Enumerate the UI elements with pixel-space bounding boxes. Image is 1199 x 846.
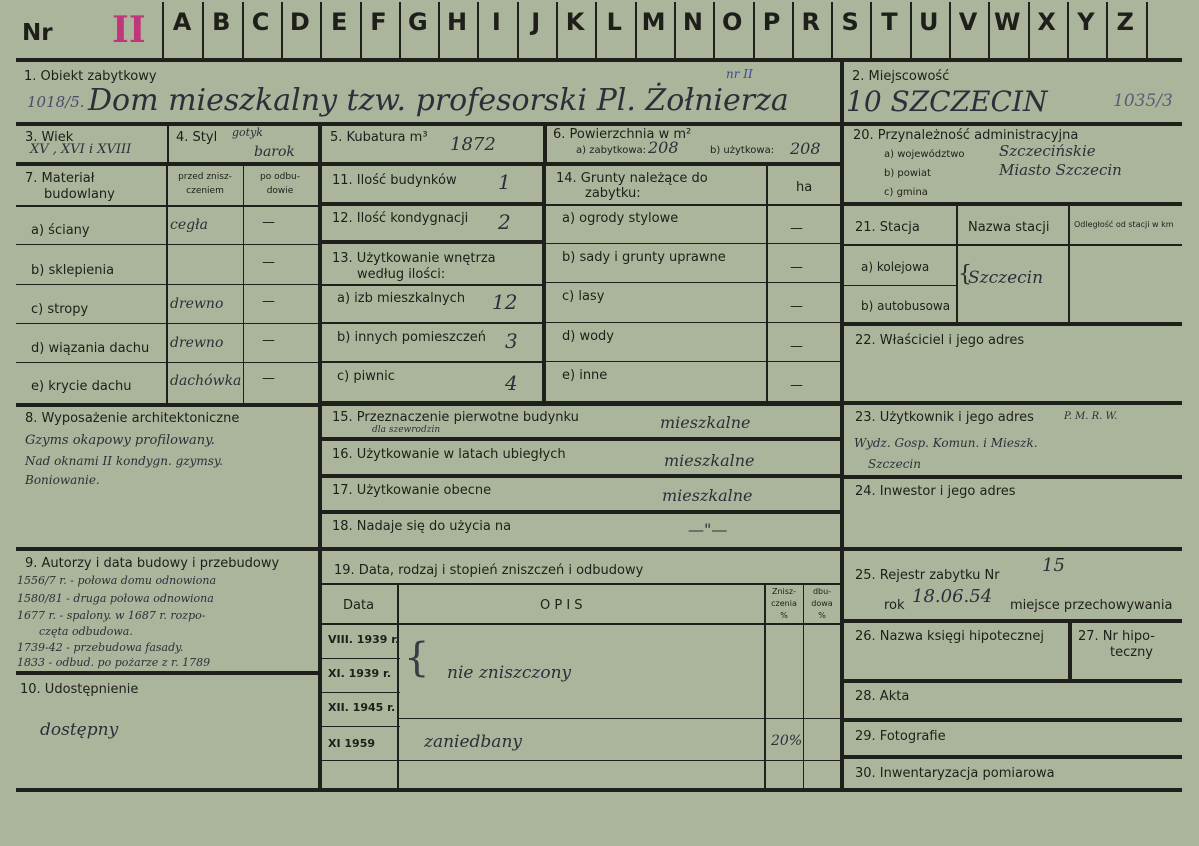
- f25-rok: rok: [884, 598, 905, 613]
- f25-date: 18.06.54: [912, 586, 993, 607]
- letter-i: I: [491, 8, 501, 36]
- letter-c: C: [251, 8, 270, 36]
- divider: [320, 547, 842, 551]
- f6-sub-b: b) użytkowa:: [710, 145, 775, 156]
- f23-label: 23. Użytkownik i jego adres: [855, 410, 1034, 425]
- f1-number: 1018/5.: [27, 93, 85, 111]
- f2-number: 1035/3: [1113, 91, 1173, 111]
- f19-col-od1: dbu-: [812, 587, 832, 596]
- f19-col-zn2: czenia: [771, 599, 797, 608]
- nr-value: II: [112, 9, 146, 51]
- divider: [844, 202, 1182, 206]
- f7-row-before: drewno: [170, 335, 224, 351]
- f18-label: 18. Nadaje się do użycia na: [332, 519, 512, 534]
- letter-n: N: [682, 8, 703, 36]
- f23-line-3: Szczecin: [868, 457, 921, 471]
- f22-label: 22. Właściciel i jego adres: [855, 333, 1025, 348]
- f30-label: 30. Inwentaryzacja pomiarowa: [855, 766, 1055, 781]
- f1-value: Dom mieszkalny tzw. profesorski Pl. Żołnierza: [88, 83, 789, 118]
- f7-row-before: drewno: [170, 296, 224, 312]
- f5-value: 1872: [450, 134, 496, 155]
- f21-col-dist: Odległość od stacji w km: [1074, 220, 1174, 229]
- divider: [320, 284, 542, 286]
- divider: [1068, 623, 1072, 681]
- f26-label: 26. Nazwa księgi hipotecznej: [855, 629, 1044, 644]
- f19-col-desc: O P I S: [540, 598, 583, 613]
- f27-label-2: teczny: [1110, 645, 1153, 660]
- f11-label: 11. Ilość budynków: [332, 173, 457, 188]
- f7-row-before: dachówka: [170, 373, 242, 389]
- letter-s: S: [841, 8, 859, 36]
- divider: [16, 362, 318, 363]
- divider: [162, 2, 164, 58]
- f13-a-value: 12: [492, 290, 518, 314]
- f8-line-3: Boniowanie.: [25, 473, 100, 487]
- f21-col-name: Nazwa stacji: [968, 220, 1050, 235]
- letter-v: V: [958, 8, 978, 36]
- f3-label: 3. Wiek: [25, 130, 74, 145]
- f20-label: 20. Przynależność administracyjna: [853, 128, 1079, 143]
- f14-row-value: —: [790, 339, 803, 354]
- divider: [16, 284, 318, 285]
- f7-row-label: c) stropy: [31, 302, 89, 317]
- divider: [320, 322, 542, 324]
- f7-row-after: —: [262, 294, 275, 309]
- letter-o: O: [721, 8, 743, 36]
- divider: [844, 619, 1182, 623]
- f7-row-after: —: [262, 215, 275, 230]
- f7-row-after: —: [262, 371, 275, 386]
- f19-label: 19. Data, rodzaj i stopień zniszczeń i odbudowy: [334, 563, 644, 578]
- f13-c-value: 4: [505, 371, 518, 395]
- f14-row-value: —: [790, 299, 803, 314]
- divider: [844, 475, 1182, 479]
- divider: [844, 285, 958, 286]
- f14-row-label: c) lasy: [562, 289, 605, 304]
- divider: [844, 679, 1182, 683]
- f7-row-after: —: [262, 255, 275, 270]
- divider: [243, 166, 244, 404]
- divider: [1068, 206, 1070, 324]
- divider: [320, 658, 400, 659]
- divider: [320, 510, 842, 514]
- divider: [320, 437, 842, 441]
- letter-k: K: [565, 8, 585, 36]
- f6-label: 6. Powierzchnia w m²: [553, 127, 692, 142]
- divider: [844, 718, 1182, 722]
- f19-desc-last: zaniedbany: [424, 732, 522, 752]
- f5-label: 5. Kubatura m³: [330, 130, 428, 145]
- divider: [16, 162, 842, 166]
- divider: [320, 760, 842, 761]
- f23-line-2: Wydz. Gosp. Komun. i Mieszk.: [854, 436, 1038, 450]
- f1-label: 1. Obiekt zabytkowy: [24, 69, 157, 84]
- f20-c-label: c) gmina: [884, 187, 928, 198]
- nr-label: Nr: [22, 20, 53, 46]
- f7-row-label: b) sklepienia: [31, 263, 115, 278]
- letter-p: P: [762, 8, 781, 36]
- f29-label: 29. Fotografie: [855, 729, 946, 744]
- f7-col2b: dowie: [266, 186, 294, 196]
- letter-m: M: [641, 8, 666, 36]
- f11-value: 1: [498, 170, 511, 194]
- f19-zn-last: 20%: [771, 733, 803, 749]
- f7-row-after: —: [262, 333, 275, 348]
- divider: [546, 282, 840, 283]
- f12-label: 12. Ilość kondygnacji: [332, 211, 469, 226]
- divider: [844, 244, 1182, 246]
- f28-label: 28. Akta: [855, 689, 910, 704]
- letter-d: D: [289, 8, 310, 36]
- divider: [844, 788, 1182, 792]
- f19-col-od3: %: [818, 611, 826, 620]
- f23-line-1: P. M. R. W.: [1064, 411, 1118, 422]
- f6-val-b: 208: [790, 139, 821, 158]
- letter-z: Z: [1116, 8, 1134, 36]
- f7-col2a: po odbu-: [260, 172, 300, 182]
- f20-b-value: Miasto Szczecin: [999, 161, 1122, 179]
- f13-label-1: 13. Użytkowanie wnętrza: [332, 251, 496, 266]
- f21-brace: {: [958, 262, 972, 287]
- f7-row-label: d) wiązania dachu: [31, 341, 150, 356]
- f9-line-2: 1580/81 - druga połowa odnowiona: [17, 592, 214, 605]
- divider: [320, 202, 542, 206]
- divider: [16, 244, 318, 245]
- letter-u: U: [918, 8, 939, 36]
- divider: [16, 788, 844, 792]
- f1-note: nr II: [726, 67, 753, 81]
- f21-b: b) autobusowa: [861, 299, 951, 313]
- f27-label-1: 27. Nr hipo-: [1078, 629, 1155, 644]
- f2-label: 2. Miejscowość: [852, 69, 950, 84]
- divider: [16, 122, 1182, 126]
- f19-col-zn3: %: [780, 611, 788, 620]
- f15-label: 15. Przeznaczenie pierwotne budynku: [332, 410, 579, 425]
- f13-b-label: b) innych pomieszczeń: [337, 330, 487, 345]
- divider: [844, 755, 1182, 759]
- f7-label-1: 7. Materiał: [25, 171, 95, 186]
- divider: [16, 403, 320, 407]
- f19-col-zn1: Znisz-: [771, 587, 797, 596]
- letter-b: B: [212, 8, 231, 36]
- f20-a-value: Szczecińskie: [999, 142, 1096, 160]
- divider: [844, 322, 1182, 326]
- f19-col-date: Data: [343, 598, 375, 613]
- f25-number: 15: [1042, 555, 1065, 576]
- f21-value: Szczecin: [968, 268, 1044, 288]
- f9-line-5: 1739-42 - przebudowa fasady.: [17, 641, 184, 654]
- f19-desc-main: nie zniszczony: [447, 663, 572, 683]
- divider: [320, 361, 542, 363]
- f13-c-label: c) piwnic: [337, 369, 395, 384]
- f14-row-value: —: [790, 221, 803, 236]
- f13-a-label: a) izb mieszkalnych: [337, 291, 466, 306]
- letter-g: G: [407, 8, 428, 36]
- f14-label-1: 14. Grunty należące do: [556, 171, 708, 186]
- f19-col-od2: dowa: [811, 599, 833, 608]
- f14-label-2: zabytku:: [585, 186, 641, 201]
- f7-col1a: przed znisz-: [178, 172, 232, 182]
- letter-j: J: [531, 8, 541, 36]
- divider: [546, 243, 840, 244]
- f3-value: XV , XVI i XVIII: [30, 142, 132, 157]
- f14-row-value: —: [790, 260, 803, 275]
- letter-y: Y: [1077, 8, 1095, 36]
- letter-r: R: [801, 8, 821, 36]
- f2-value: 10 SZCZECIN: [846, 85, 1048, 118]
- letter-a: A: [172, 8, 192, 36]
- letter-e: E: [330, 8, 348, 36]
- f15-note: dla szewrodzin: [372, 425, 441, 435]
- letter-t: T: [881, 8, 898, 36]
- divider: [766, 166, 768, 403]
- divider: [320, 240, 542, 244]
- f14-row-label: b) sady i grunty uprawne: [562, 250, 726, 265]
- f13-label-2: według ilości:: [357, 267, 446, 282]
- f18-value: —"—: [688, 520, 728, 539]
- f8-line-2: Nad oknami II kondygn. gzymsy.: [25, 454, 223, 468]
- f21-label: 21. Stacja: [855, 220, 920, 235]
- f16-value: mieszkalne: [664, 451, 755, 470]
- f13-b-value: 3: [505, 329, 518, 353]
- letter-w: W: [994, 8, 1021, 36]
- letter-f: F: [370, 8, 387, 36]
- f24-label: 24. Inwestor i jego adres: [855, 484, 1016, 499]
- f7-col1b: czeniem: [186, 186, 224, 196]
- f12-value: 2: [498, 210, 511, 234]
- divider: [320, 692, 400, 693]
- letter-h: H: [447, 8, 468, 36]
- f7-row-before: cegła: [170, 217, 208, 233]
- f14-unit: ha: [796, 180, 813, 195]
- divider: [1146, 2, 1148, 58]
- f25-place: miejsce przechowywania: [1010, 598, 1173, 613]
- divider: [320, 726, 400, 727]
- f8-line-1: Gzyms okapowy profilowany.: [25, 433, 215, 448]
- f25-label: 25. Rejestr zabytku Nr: [855, 568, 1000, 583]
- divider: [16, 58, 1182, 62]
- letter-l: L: [606, 8, 622, 36]
- f9-line-3: 1677 r. - spalony. w 1687 r. rozpo-: [17, 609, 206, 622]
- divider: [398, 718, 842, 719]
- divider: [167, 126, 169, 163]
- divider: [543, 126, 547, 162]
- f21-a: a) kolejowa: [861, 260, 930, 274]
- f8-label: 8. Wyposażenie architektoniczne: [25, 411, 240, 426]
- f7-label-2: budowlany: [44, 187, 115, 202]
- f9-line-4: częta odbudowa.: [39, 625, 133, 638]
- f7-row-label: e) krycie dachu: [31, 379, 132, 394]
- f17-label: 17. Użytkowanie obecne: [332, 483, 492, 498]
- f19-row-date: XI 1959: [328, 737, 376, 750]
- divider: [844, 401, 1182, 405]
- f15-value: mieszkalne: [660, 413, 751, 432]
- divider: [320, 401, 842, 406]
- divider: [844, 547, 1182, 551]
- f4-label: 4. Styl: [176, 130, 218, 145]
- divider: [16, 547, 320, 551]
- divider: [16, 671, 320, 675]
- f19-brace: {: [404, 635, 430, 681]
- divider: [546, 361, 840, 362]
- f4-value2: barok: [254, 144, 295, 160]
- f14-row-value: —: [790, 378, 803, 393]
- f14-row-label: d) wody: [562, 329, 614, 344]
- f6-sub-a: a) zabytkowa:: [576, 145, 646, 156]
- f20-a-label: a) województwo: [884, 149, 965, 160]
- f19-row-date: VIII. 1939 r.: [328, 633, 400, 646]
- divider: [16, 323, 318, 324]
- f9-line-6: 1833 - odbud. po pożarze z r. 1789: [17, 656, 211, 669]
- f10-label: 10. Udostępnienie: [20, 682, 139, 697]
- divider: [320, 474, 842, 478]
- letter-x: X: [1037, 8, 1056, 36]
- f17-value: mieszkalne: [662, 486, 753, 505]
- divider: [166, 166, 168, 404]
- f9-line-1: 1556/7 r. - połowa domu odnowiona: [17, 574, 217, 587]
- divider: [546, 322, 840, 323]
- f10-value: dostępny: [40, 720, 119, 740]
- f6-val-a: 208: [648, 138, 679, 157]
- f19-row-date: XI. 1939 r.: [328, 667, 392, 680]
- f14-row-label: a) ogrody stylowe: [562, 211, 679, 226]
- divider: [546, 204, 840, 206]
- f4-value1: gotyk: [232, 126, 263, 139]
- f20-b-label: b) powiat: [884, 168, 931, 179]
- f16-label: 16. Użytkowanie w latach ubiegłych: [332, 447, 566, 462]
- f14-row-label: e) inne: [562, 368, 608, 383]
- f19-row-date: XII. 1945 r.: [328, 701, 396, 714]
- f9-label: 9. Autorzy i data budowy i przebudowy: [25, 556, 280, 571]
- f7-row-label: a) ściany: [31, 223, 90, 238]
